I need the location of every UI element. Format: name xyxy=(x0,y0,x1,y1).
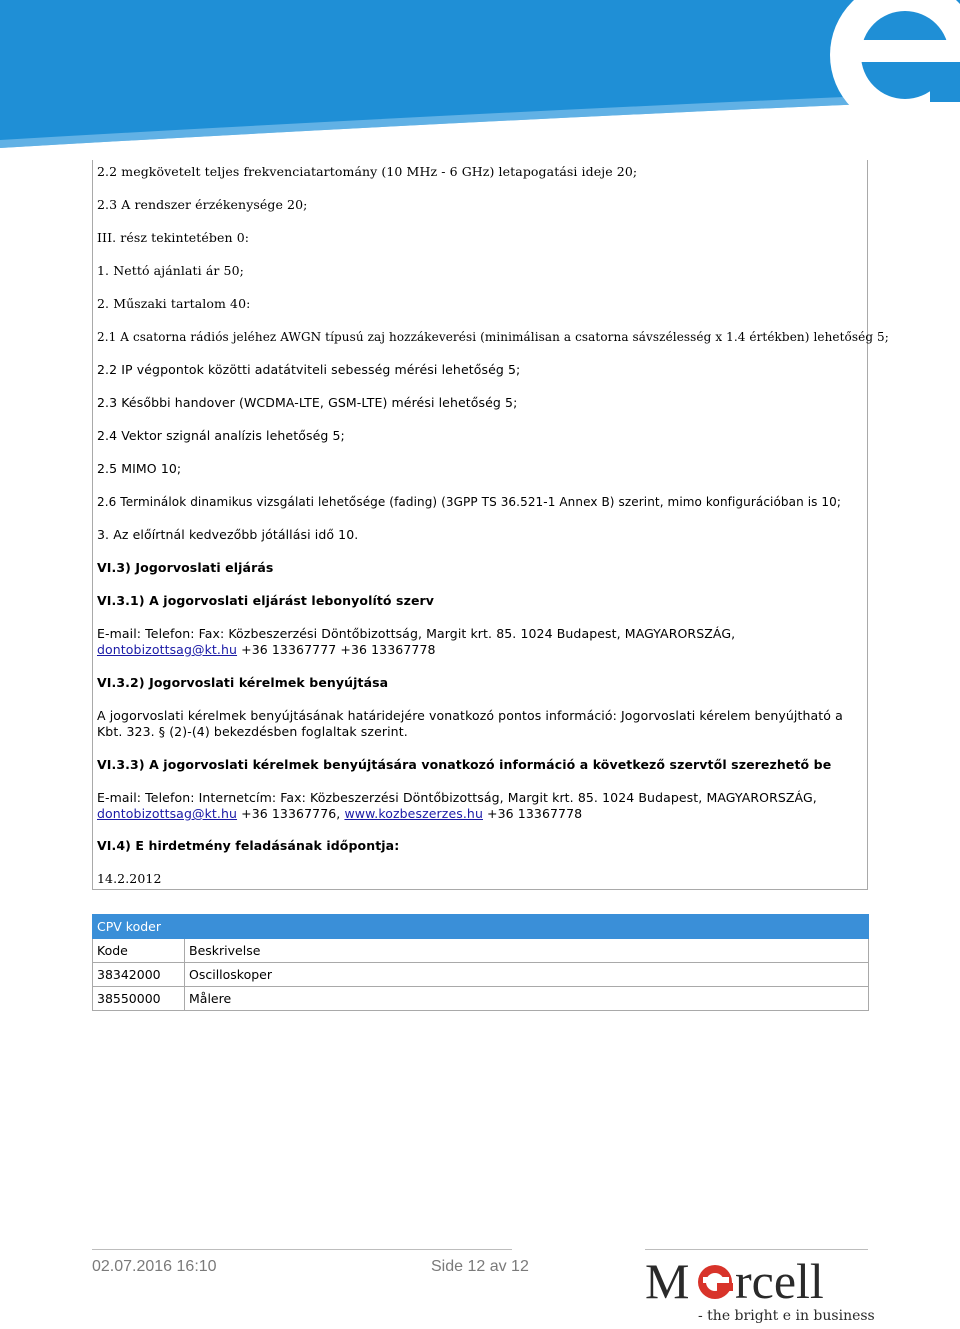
contact-text: E-mail: Telefon: Fax: Közbeszerzési Döntőbizottság, Margit krt. 85. 1024 Budapest, MAGYARORSZÁG, xyxy=(97,626,736,641)
text-line: III. rész tekintetében 0: xyxy=(97,230,250,245)
section-heading: VI.3.1) A jogorvoslati eljárást lebonyolító szerv xyxy=(97,593,435,608)
fax-number: +36 13367778 xyxy=(482,806,583,821)
cpv-description-cell: Målere xyxy=(185,987,869,1011)
cpv-table-title: CPV koder xyxy=(93,915,869,939)
cpv-code-cell: 38550000 xyxy=(93,987,185,1011)
text-line: 2.1 A csatorna rádiós jeléhez AWGN típusú zaj hozzákeverési (minimálisan a csatorna sávszélesség x 1.4 értékben) lehetőség 5; xyxy=(97,330,889,344)
section-heading: VI.4) E hirdetmény feladásának időpontja: xyxy=(97,838,400,853)
cpv-description-cell: Oscilloskoper xyxy=(185,963,869,987)
table-row xyxy=(93,963,869,987)
phone-numbers: +36 13367777 +36 13367778 xyxy=(237,642,436,657)
logo-tagline: - the bright e in business xyxy=(698,1308,875,1324)
text-line: 1. Nettó ajánlati ár 50; xyxy=(97,263,244,278)
dispatch-date: 14.2.2012 xyxy=(97,871,162,886)
cpv-code-cell: 38342000 xyxy=(93,963,185,987)
info-source-contact xyxy=(97,790,862,822)
logo-wordmark-graphic-icon xyxy=(645,1252,845,1308)
cpv-table xyxy=(92,914,869,1011)
cpv-table-header-row xyxy=(93,939,869,963)
text-line: 2.3 Későbbi handover (WCDMA-LTE, GSM-LTE) mérési lehetőség 5; xyxy=(97,395,518,410)
footer-divider xyxy=(92,1249,512,1250)
text-line: 2. Műszaki tartalom 40: xyxy=(97,296,251,311)
footer-timestamp: 02.07.2016 16:10 xyxy=(92,1258,217,1275)
footer-divider xyxy=(645,1249,868,1250)
svg-text:M: M xyxy=(645,1253,690,1308)
column-header-description: Beskrivelse xyxy=(185,939,869,963)
phone-number: +36 13367776, xyxy=(237,806,345,821)
brand-e-logo-icon xyxy=(0,0,960,160)
section-heading: VI.3.2) Jogorvoslati kérelmek benyújtása xyxy=(97,675,389,690)
cpv-table-title-row xyxy=(93,915,869,939)
website-link[interactable]: www.kozbeszerzes.hu xyxy=(344,806,483,821)
text-line: 2.4 Vektor szignál analízis lehetőség 5; xyxy=(97,428,345,443)
text-line: 2.2 megkövetelt teljes frekvenciatartomány (10 MHz - 6 GHz) letapogatási ideje 20; xyxy=(97,164,638,179)
text-line: 2.5 MIMO 10; xyxy=(97,461,182,476)
text-line: 2.2 IP végpontok közötti adatátviteli sebesség mérési lehetőség 5; xyxy=(97,362,521,377)
footer-page-number: Side 12 av 12 xyxy=(431,1258,529,1275)
text-line: 2.3 A rendszer érzékenysége 20; xyxy=(97,197,308,212)
review-body-contact xyxy=(97,626,862,658)
header-banner xyxy=(0,0,960,160)
contact-text: E-mail: Telefon: Internetcím: Fax: Közbeszerzési Döntőbizottság, Margit krt. 85. 1024 Budapest, MAGYARORSZÁG, xyxy=(97,790,817,805)
table-row xyxy=(93,987,869,1011)
svg-text:rcell: rcell xyxy=(735,1253,824,1308)
email-link[interactable]: dontobizottsag@kt.hu xyxy=(97,642,238,657)
text-line: 2.6 Terminálok dinamikus vizsgálati lehetősége (fading) (3GPP TS 36.521-1 Annex B) szerint, mimo konfigurációban is 10; xyxy=(97,495,842,509)
text-line: 3. Az előírtnál kedvezőbb jótállási idő 10. xyxy=(97,527,359,542)
email-link[interactable]: dontobizottsag@kt.hu xyxy=(97,806,238,821)
column-header-code: Kode xyxy=(93,939,185,963)
submission-text: A jogorvoslati kérelmek benyújtásának határidejére vonatkozó pontos információ: Jogorvoslati kérelem benyújtható a Kbt. 323. § (2)-(4) bekezdésben foglaltak szerint. xyxy=(97,708,843,739)
section-heading: VI.3.3) A jogorvoslati kérelmek benyújtására vonatkozó információ a következő szervtől szerezhető be xyxy=(97,757,832,772)
section-heading: VI.3) Jogorvoslati eljárás xyxy=(97,560,274,575)
